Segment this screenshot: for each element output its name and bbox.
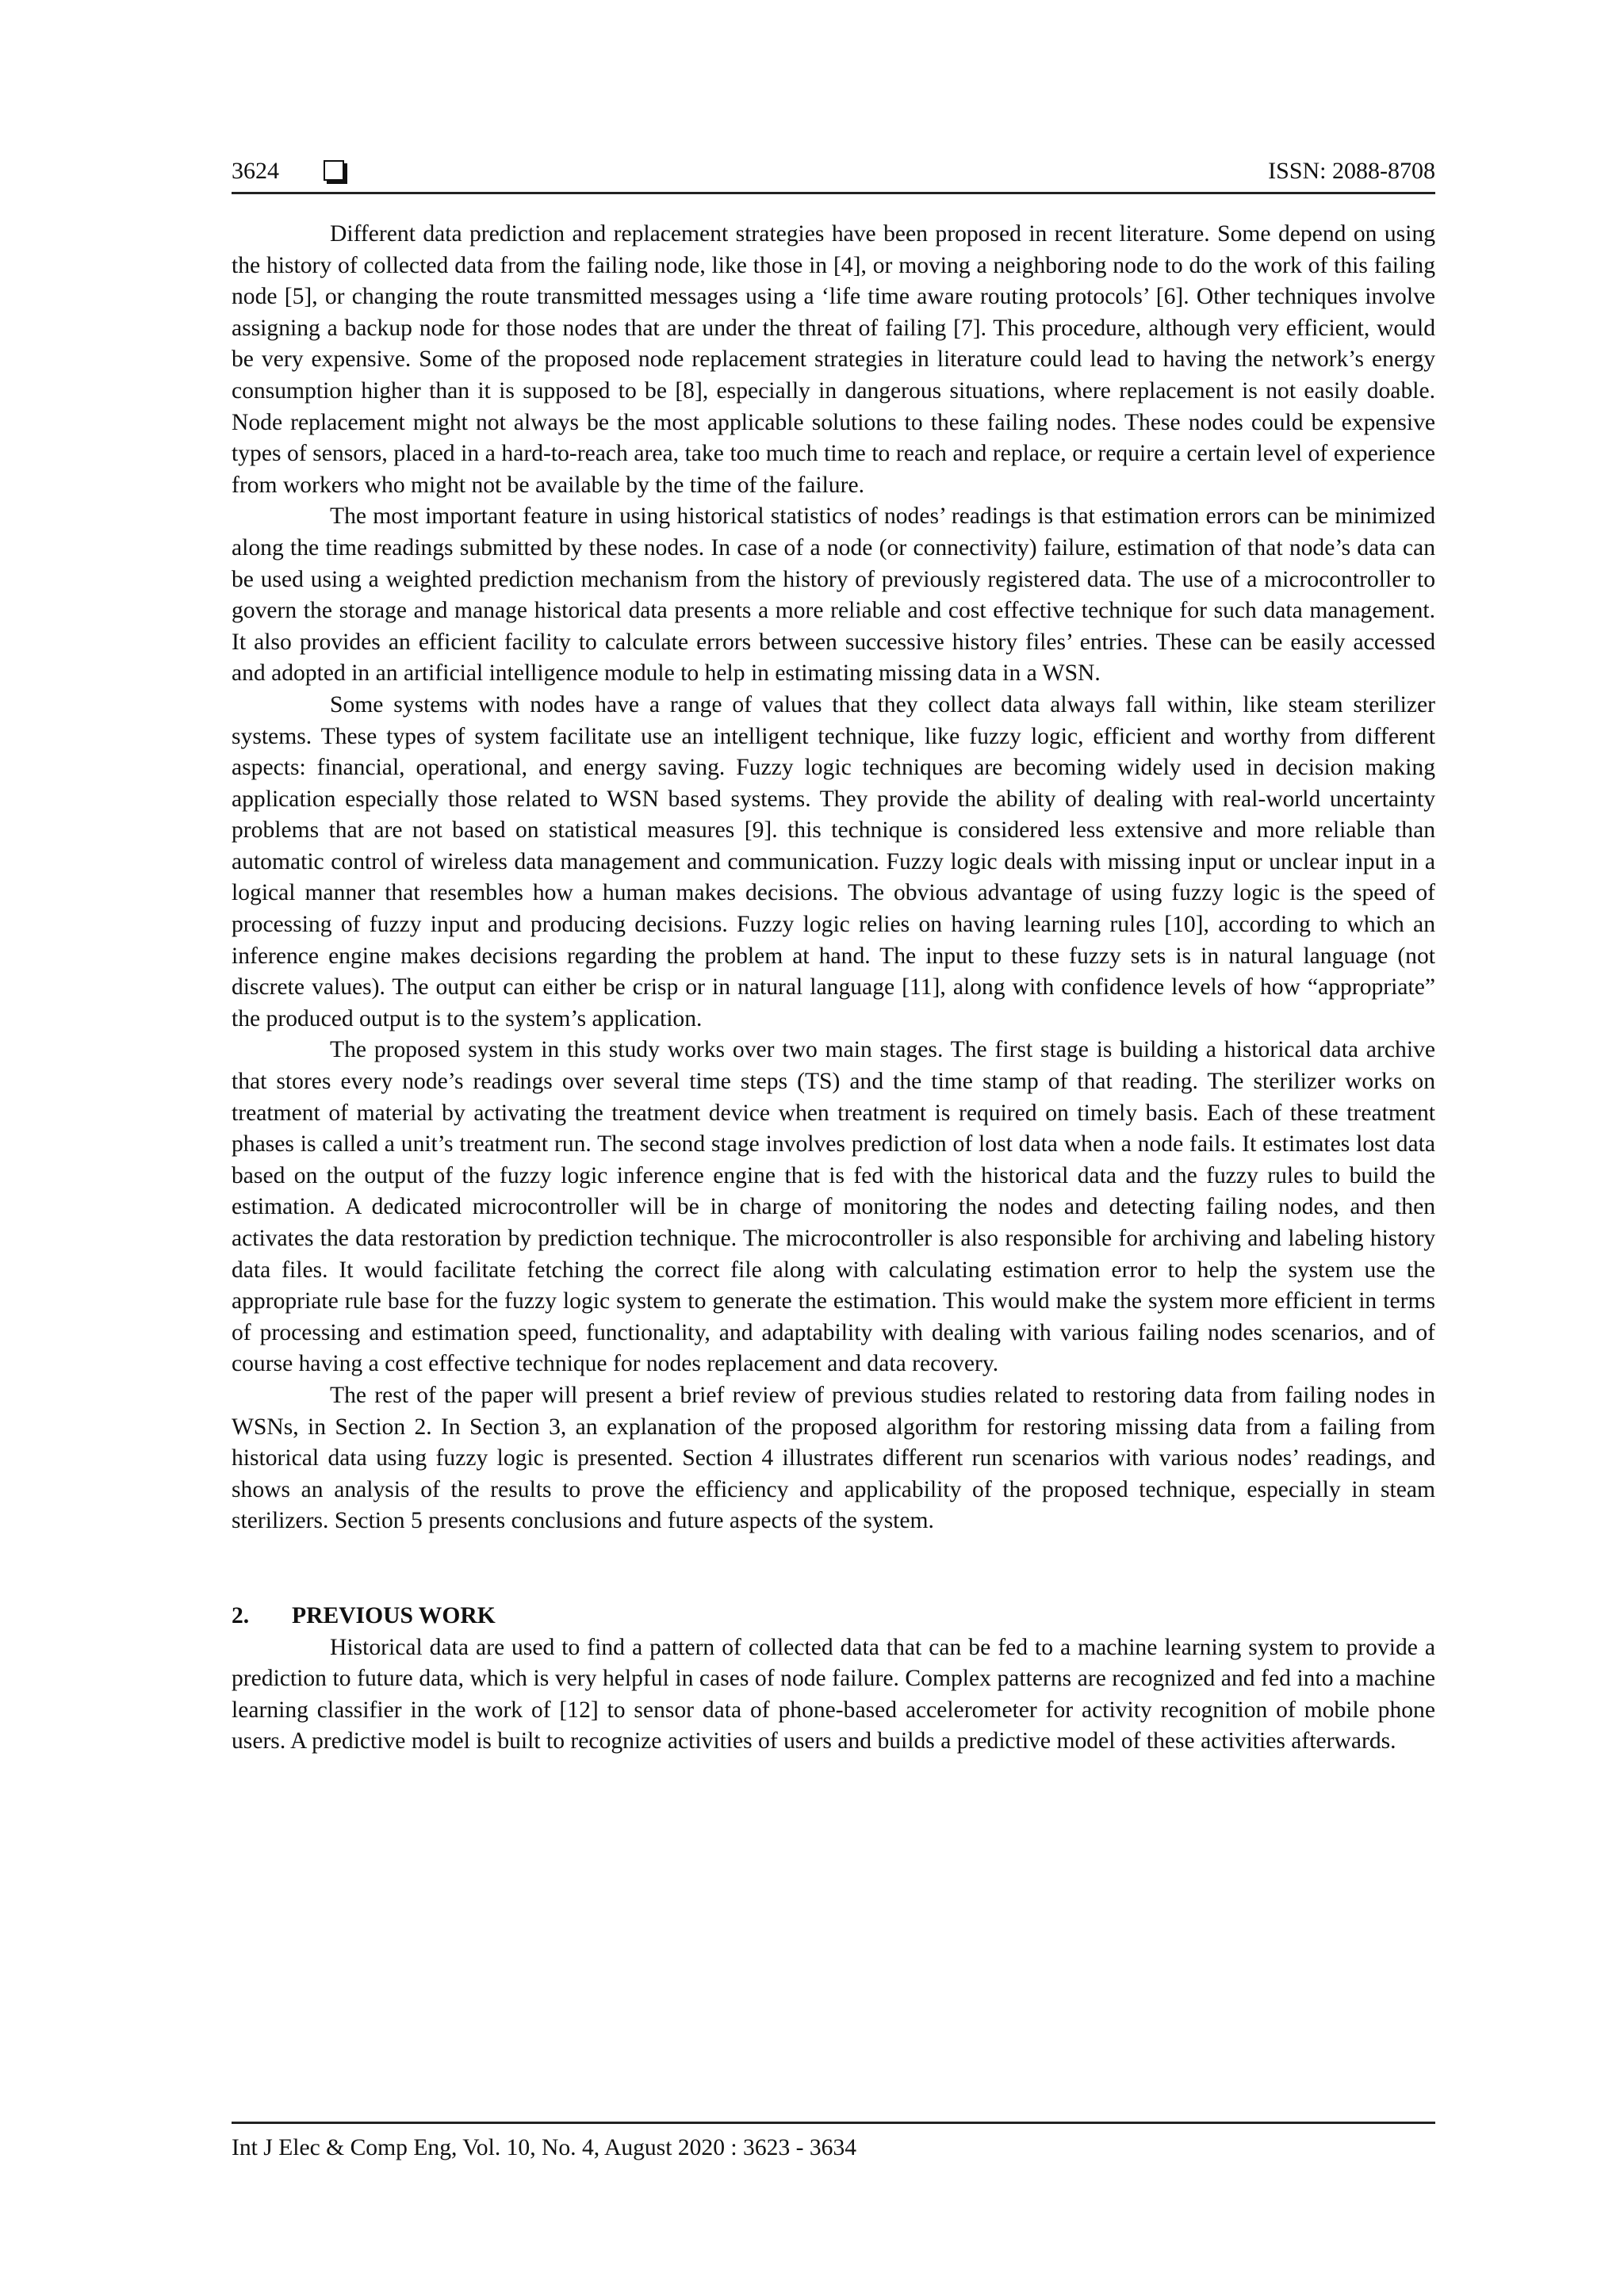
paragraph-historical-statistics: The most important feature in using historical statistics of nodes’ readings is that estimation errors can be minimized along the time readings submitted by these nodes. In case of a node (or connectivity) failure, estimation of that node’s data can be used using a weighted prediction mechanism from the history of previously registered data. The use of a microcontroller to govern the storage and manage historical data presents a more reliable and cost effective technique for such data management. It also provides an efficient facility to calculate errors between successive history files’ entries. These can be easily accessed and adopted in an artificial intelligence module to help in estimating missing data in a WSN. — [232, 503, 1435, 687]
article-body — [232, 219, 1435, 1758]
paragraph-proposed-system: The proposed system in this study works over two main stages. The first stage is building a historical data archive that stores every node’s readings over several time steps (TS) and the time stamp of that reading. The sterilizer works on treatment of material by activating the treatment device when treatment is required on timely basis. Each of these treatment phases is called a unit’s treatment run. The second stage involves prediction of lost data when a node fails. It estimates lost data based on the output of the fuzzy logic inference engine that is fed with the historical data and the fuzzy rules to build the estimation. A dedicated microcontroller will be in charge of monitoring the nodes and detecting failing nodes, and then activates the data restoration by prediction technique. The microcontroller is also responsible for archiving and labeling history data files. It would facilitate fetching the correct file along with calculating estimation error to help the system use the appropriate rule base for the fuzzy logic system to generate the estimation. This would make the system more efficient in terms of processing and estimation speed, functionality, and adaptability with dealing with various failing nodes scenarios, and of course having a cost effective technique for nodes replacement and data recovery. — [232, 1037, 1435, 1377]
paragraph-paper-outline: The rest of the paper will present a brief review of previous studies related to restoring data from failing nodes in WSNs, in Section 2. In Section 3, an explanation of the proposed algorithm for restoring missing data from a failing from historical data using fuzzy logic is presented. Section 4 illustrates different run scenarios with various nodes’ readings, and shows an analysis of the results to prove the efficiency and applicability of the proposed technique, especially in steam sterilizers. Section 5 presents conclusions and future aspects of the system. — [232, 1382, 1435, 1534]
journal-citation: Int J Elec & Comp Eng, Vol. 10, No. 4, August 2020 : 3623 - 3634 — [232, 2135, 857, 2160]
page-footer — [232, 2122, 1435, 2164]
issn-label: ISSN: 2088-8708 — [1268, 158, 1435, 184]
page-number: 3624 — [232, 158, 279, 184]
paragraph-fuzzy-logic: Some systems with nodes have a range of values that they collect data always fall within, like steam sterilizer systems. These types of system facilitate use an intelligent technique, like fuzzy logic, efficient and worthy from different aspects: financial, operational, and energy saving. Fuzzy logic techniques are becoming widely used in decision making application especially those related to WSN based systems. They provide the ability of dealing with real-world uncertainty problems that are not based on statistical measures [9]. this technique is considered less extensive and more reliable than automatic control of wireless data management and communication. Fuzzy logic deals with missing input or unclear input in a logical manner that resembles how a human makes decisions. The obvious advantage of using fuzzy logic is the speed of processing of fuzzy input and producing decisions. Fuzzy logic relies on having learning rules [10], according to which an inference engine makes decisions regarding the problem at hand. The input to these fuzzy sets is in natural language (not discrete values). The output can either be crisp or in natural language [11], along with confidence levels of how “appropriate” the produced output is to the system’s application. — [232, 691, 1435, 1031]
paragraph-previous-work: Historical data are used to find a pattern of collected data that can be fed to a machine learning system to provide a prediction to future data, which is very helpful in cases of node failure. Complex patterns are recognized and fed into a machine learning classifier in the work of [12] to sensor data of phone-based accelerometer for activity recognition of mobile phone users. A predictive model is built to recognize activities of users and builds a predictive model of these activities afterwards. — [232, 1634, 1435, 1755]
page-header — [232, 155, 1435, 194]
checkbox-square-icon — [324, 160, 344, 181]
section-number: 2. — [232, 1602, 250, 1628]
section-heading-previous-work — [232, 1601, 1435, 1632]
section-title: PREVIOUS WORK — [292, 1602, 496, 1628]
paragraph-node-replacement: Different data prediction and replacement strategies have been proposed in recent literature. Some depend on using the history of collected data from the failing node, like those in [4], or moving a neighboring node to do the work of this failing node [5], or changing the route transmitted messages using a ‘life time aware routing protocols’ [6]. Other techniques involve assigning a backup node for those nodes that are under the threat of failing [7]. This procedure, although very efficient, would be very expensive. Some of the proposed node replacement strategies in literature could lead to having the network’s energy consumption higher than it is supposed to be [8], especially in dangerous situations, where replacement is not easily doable. Node replacement might not always be the most applicable solutions to these failing nodes. These nodes could be expensive types of sensors, placed in a hard-to-reach area, take too much time to reach and replace, or require a certain level of experience from workers who might not be available by the time of the failure. — [232, 221, 1435, 498]
